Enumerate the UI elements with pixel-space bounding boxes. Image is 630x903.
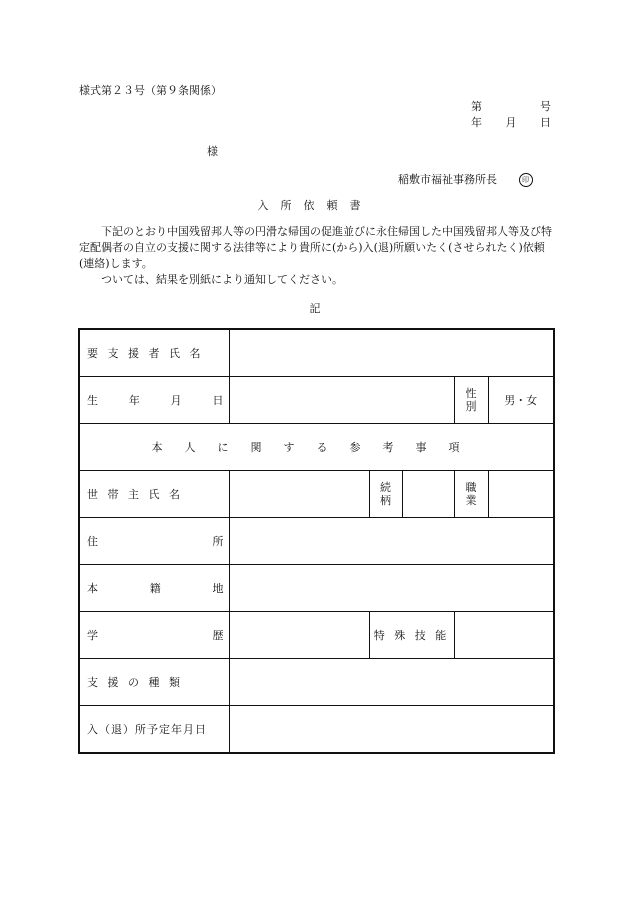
birth-label-char: 生 [87, 394, 98, 407]
number-prefix: 第 [471, 100, 482, 113]
birth-label [79, 377, 229, 424]
sex-value[interactable]: 男・女 [488, 377, 554, 424]
domicile-field[interactable] [229, 565, 554, 612]
sex-label [454, 377, 488, 424]
body-text [79, 224, 553, 288]
address-label-char: 所 [212, 535, 224, 548]
address-field[interactable] [229, 518, 554, 565]
issuer-name: 稲敷市福祉事務所長 [398, 173, 497, 186]
table-row [79, 471, 554, 518]
relation-label-char: 続 [380, 481, 391, 494]
relation-field[interactable] [402, 471, 454, 518]
occupation-label [454, 471, 488, 518]
address-label [79, 518, 229, 565]
reference-header: 本人に関する参考事項 [79, 424, 554, 471]
admission-date-field[interactable] [229, 706, 554, 754]
body-paragraph-1: 下記のとおり中国残留邦人等の円滑な帰国の促進並びに永住帰国した中国残留邦人等及び特定配偶者の自立の支援に関する法律等により貴所に(から)入(退)所願いたく(させられたく)依頼(連絡)します。 [79, 225, 552, 270]
table-row [79, 424, 554, 471]
occupation-label-char: 業 [465, 494, 477, 507]
birth-label-char: 日 [212, 394, 224, 407]
householder-field[interactable] [229, 471, 369, 518]
sex-label-char: 性 [465, 387, 477, 400]
education-label-char: 学 [87, 629, 98, 642]
education-field[interactable] [229, 612, 369, 659]
sex-label-char: 別 [465, 400, 477, 413]
householder-label: 世 帯 主 氏 名 [79, 471, 229, 518]
support-type-field[interactable] [229, 659, 554, 706]
education-label-char: 歴 [212, 629, 224, 642]
issuer [398, 171, 533, 187]
support-type-label: 支 援 の 種 類 [79, 659, 229, 706]
date-day: 日 [540, 116, 551, 129]
number-suffix: 号 [540, 100, 551, 113]
address-label-char: 住 [87, 535, 98, 548]
table-row [79, 329, 554, 377]
form-number: 様式第２３号（第９条関係） [79, 84, 222, 97]
domicile-label-char: 地 [212, 582, 224, 595]
occupation-label-char: 職 [465, 481, 477, 494]
date-line [471, 114, 551, 130]
table-row [79, 377, 554, 424]
relation-label-char: 柄 [380, 494, 391, 507]
birth-label-char: 年 [128, 394, 140, 407]
document-number-line [471, 98, 551, 114]
skills-field[interactable] [454, 612, 554, 659]
ki-heading: 記 [309, 302, 321, 315]
table-row [79, 612, 554, 659]
date-month: 月 [505, 116, 517, 129]
request-form-table [78, 328, 555, 754]
occupation-field[interactable] [488, 471, 554, 518]
addressee-suffix: 様 [207, 145, 218, 158]
name-label: 要 支 援 者 氏 名 [79, 329, 229, 377]
relation-label [369, 471, 402, 518]
domicile-label-char: 本 [87, 582, 98, 595]
table-row [79, 706, 554, 754]
table-row [79, 518, 554, 565]
birth-date-field[interactable] [229, 377, 454, 424]
table-row [79, 565, 554, 612]
education-label [79, 612, 229, 659]
birth-label-char: 月 [170, 394, 182, 407]
document-title: 入所依頼書 [257, 199, 373, 212]
skills-label: 特 殊 技 能 [369, 612, 454, 659]
name-field[interactable] [229, 329, 554, 377]
body-paragraph-2: ついては、結果を別紙により通知してください。 [101, 273, 343, 286]
seal-icon: 印 [519, 173, 533, 187]
domicile-label [79, 565, 229, 612]
table-row [79, 659, 554, 706]
admission-date-label: 入（退）所予定年月日 [79, 706, 229, 754]
date-year: 年 [471, 116, 482, 129]
domicile-label-char: 籍 [149, 582, 161, 595]
